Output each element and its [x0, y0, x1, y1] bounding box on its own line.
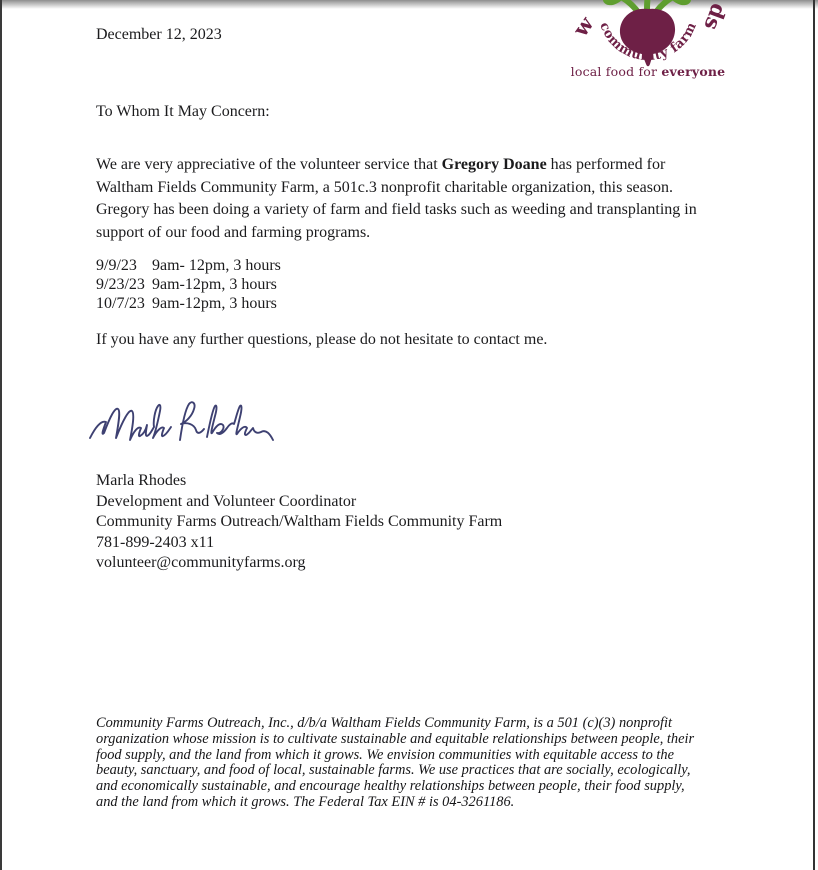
contact-phone: 781-899-2403 x11 — [96, 533, 215, 551]
page-border-right — [813, 0, 815, 870]
volunteer-name: Gregory Doane — [441, 156, 547, 173]
hours-date: 9/23/23 — [96, 275, 145, 293]
signature-image — [86, 397, 276, 452]
logo-arc-bottom-text: community farm — [596, 19, 701, 65]
closing-line: If you have any further questions, please do not hesitate to contact me. — [96, 331, 548, 348]
logo-arc-left-letter: w — [567, 11, 599, 41]
contact-block — [96, 471, 502, 574]
body-paragraph — [96, 154, 702, 244]
logo-arc-right-letters: ds — [699, 0, 732, 34]
contact-name: Marla Rhodes — [96, 472, 187, 489]
hours-detail: 9am- 12pm, 3 hours — [152, 257, 281, 274]
contact-title: Development and Volunteer Coordinator — [96, 492, 357, 510]
contact-org: Community Farms Outreach/Waltham Fields Community Farm — [96, 513, 503, 530]
hours-detail: 9am-12pm, 3 hours — [152, 275, 277, 293]
hours-row — [96, 257, 281, 276]
greeting: To Whom It May Concern: — [96, 103, 270, 120]
logo-tagline — [556, 64, 740, 79]
footer-disclaimer: Community Farms Outreach, Inc., d/b/a Waltham Fields Community Farm, is a 501 (c)(3) nonprofit organization whose mission is to cultivate sustainable and equitable relationships between people, their food supply, and the land from which it grows. We envision communities with equitable access to the beauty, sanctuary, and food of local, sustainable farms. We use practices that are socially, ecologically, and economically sustainable, and encourage healthy relationships between people, their food supply, and the land from which it grows. The Federal Tax EIN # is 04-3261186. — [96, 715, 695, 810]
hours-date: 9/9/23 — [96, 257, 137, 274]
hours-detail: 9am-12pm, 3 hours — [152, 294, 277, 312]
hours-row — [96, 276, 281, 295]
date-line: December 12, 2023 — [96, 26, 222, 43]
hours-list — [96, 257, 281, 313]
paragraph-text-before: We are very appreciative of the volunteer service that — [96, 156, 442, 173]
paragraph-text-after: has performed for Waltham Fields Community Farm, a 501c.3 nonprofit charitable organization, this season. Gregory has been doing a variety of farm and field tasks such as weeding and transplanting in support of our food and farming programs. — [96, 156, 697, 241]
contact-email: volunteer@communityfarms.org — [96, 554, 306, 571]
page-border-left — [0, 0, 2, 870]
hours-date: 10/7/23 — [96, 294, 145, 312]
beet-icon — [560, 0, 736, 96]
farm-logo — [560, 0, 744, 96]
hours-row — [96, 295, 281, 314]
tagline-bold: everyone — [661, 64, 726, 79]
tagline-normal: local food for — [570, 64, 662, 79]
